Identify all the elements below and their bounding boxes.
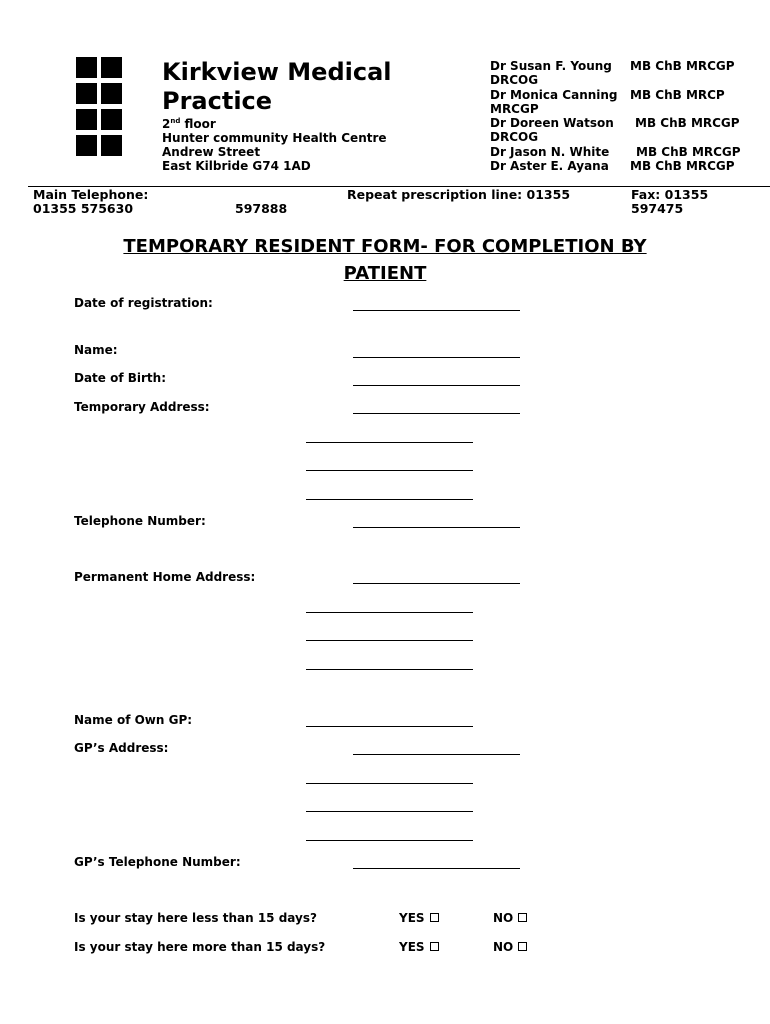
date-of-birth-label: Date of Birth: [74, 371, 167, 385]
doctor-entry [490, 116, 760, 145]
repeat-prescription-number: 597888 [235, 201, 288, 216]
gp-address-label: GP’s Address: [74, 741, 169, 755]
checkbox-icon[interactable] [430, 942, 439, 951]
gp-address-field[interactable] [306, 811, 473, 812]
doctor-entry [490, 145, 760, 159]
gp-address-field[interactable] [306, 840, 473, 841]
name-of-own-gp-label: Name of Own GP: [74, 713, 193, 727]
doctor-name: Dr Susan F. Young [490, 59, 612, 73]
address-line-2: Hunter community Health Centre [162, 131, 387, 145]
address-line-3: Andrew Street [162, 145, 261, 159]
doctor-entry [490, 159, 760, 173]
practice-name: Kirkview Medical Practice [162, 58, 392, 115]
date-of-registration-field[interactable] [353, 310, 520, 311]
question-less-than-15-days: Is your stay here less than 15 days? [74, 911, 317, 925]
doctor-qualifications: MB ChB MRCGP [635, 116, 740, 131]
temporary-address-field[interactable] [353, 413, 520, 414]
doctor-qualifications: MB ChB MRCGP [630, 59, 735, 73]
form-title: TEMPORARY RESIDENT FORM- FOR COMPLETION BY PATIENT [123, 236, 647, 284]
doctor-qualifications-extra: DRCOG [490, 130, 539, 145]
gp-address-field[interactable] [306, 783, 473, 784]
doctor-name: Dr Monica Canning [490, 87, 618, 102]
telephone-number-label: Telephone Number: [74, 514, 206, 528]
telephone-number-field[interactable] [353, 527, 520, 528]
name-of-own-gp-field[interactable] [306, 726, 473, 727]
repeat-prescription-label: Repeat prescription line: 01355 [347, 187, 571, 202]
doctor-entry [490, 59, 760, 88]
doctor-qualifications: MB ChB MRCGP [636, 144, 741, 159]
doctor-name: Dr Jason N. White [490, 144, 610, 159]
main-telephone-number: 01355 575630 [33, 201, 134, 216]
checkbox-icon[interactable] [430, 913, 439, 922]
temporary-address-field[interactable] [306, 499, 473, 500]
practice-logo-icon [76, 57, 124, 157]
date-of-birth-field[interactable] [353, 385, 520, 386]
doctor-name: Dr Doreen Watson [490, 116, 614, 131]
doctor-name: Dr Aster E. Ayana [490, 159, 609, 174]
no-option[interactable]: NO [493, 940, 527, 954]
permanent-home-address-label: Permanent Home Address: [74, 570, 256, 584]
no-option[interactable]: NO [493, 911, 527, 925]
doctor-qualifications: MB ChB MRCGP [630, 159, 735, 174]
name-field[interactable] [353, 357, 520, 358]
doctor-qualifications: MB ChB MRCP [630, 87, 725, 102]
date-of-registration-label: Date of registration: [74, 296, 213, 310]
gp-address-field[interactable] [353, 754, 520, 755]
fax-number: 597475 [631, 201, 684, 216]
doctor-qualifications-extra: MRCGP [490, 101, 539, 116]
checkbox-icon[interactable] [518, 942, 527, 951]
gp-telephone-field[interactable] [353, 868, 520, 869]
doctor-qualifications-extra: DRCOG [490, 73, 539, 88]
permanent-home-address-field[interactable] [306, 640, 473, 641]
question-more-than-15-days: Is your stay here more than 15 days? [74, 940, 326, 954]
permanent-home-address-field[interactable] [306, 612, 473, 613]
doctor-entry [490, 88, 760, 117]
permanent-home-address-field[interactable] [306, 669, 473, 670]
temporary-address-label: Temporary Address: [74, 400, 210, 414]
main-telephone-label: Main Telephone: [33, 187, 149, 202]
temporary-address-field[interactable] [306, 470, 473, 471]
gp-telephone-label: GP’s Telephone Number: [74, 855, 241, 869]
yes-option[interactable]: YES [399, 911, 439, 925]
temporary-address-field[interactable] [306, 442, 473, 443]
permanent-home-address-field[interactable] [353, 583, 520, 584]
address-floor: 2nd floor [162, 117, 216, 131]
checkbox-icon[interactable] [518, 913, 527, 922]
yes-option[interactable]: YES [399, 940, 439, 954]
fax-label: Fax: 01355 [631, 187, 709, 202]
address-line-4: East Kilbride G74 1AD [162, 159, 311, 173]
doctors-list [490, 59, 760, 173]
name-label: Name: [74, 343, 118, 357]
